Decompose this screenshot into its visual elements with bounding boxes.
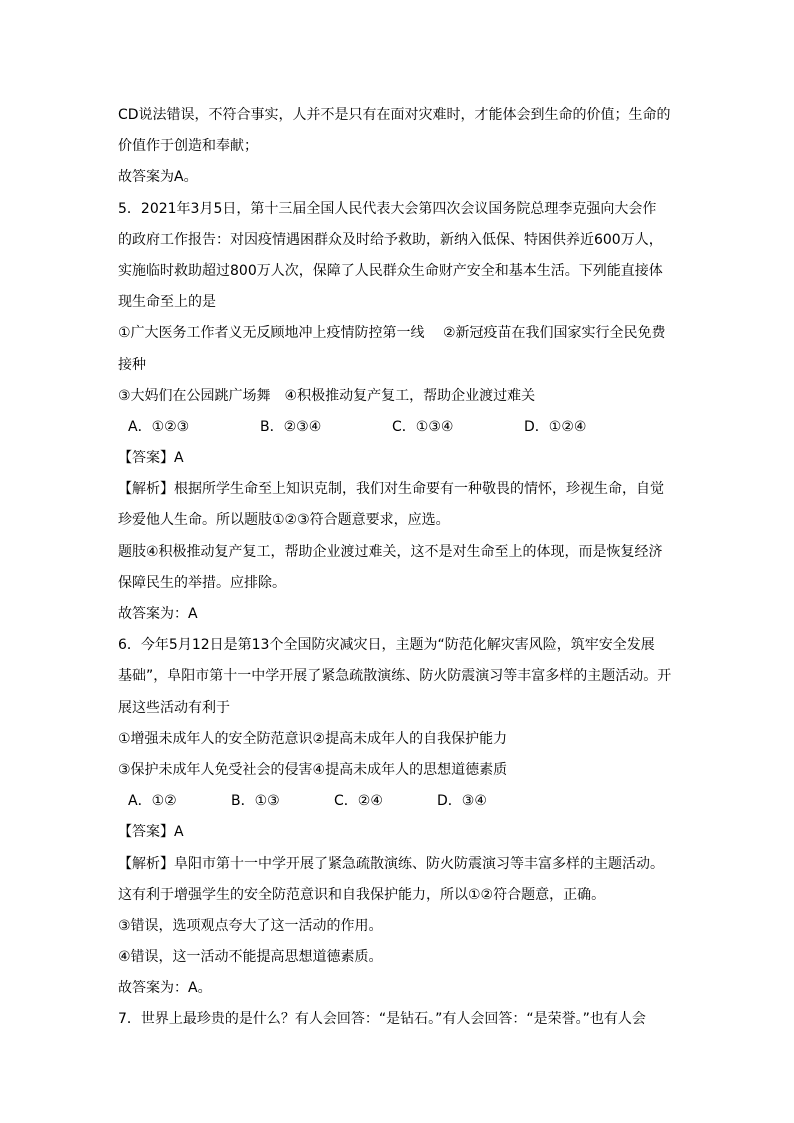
option-a: A．①②③ — [128, 418, 190, 435]
option-c: C．②④ — [334, 793, 383, 810]
analysis-line: 【解析】根据所学生命至上知识克制，我们对生命要有一种敬畏的情怀，珍视生命，自觉 — [118, 481, 664, 498]
option-d: D．①②④ — [524, 418, 587, 435]
analysis-line: 题肢④积极推动复产复工，帮助企业渡过难关，这不是对生命至上的体现，而是恢复经济 — [118, 543, 663, 560]
statement-line: 接种 — [118, 356, 146, 373]
statement-line: ③保护未成年人免受社会的侵害④提高未成年人的思想道德素质 — [118, 761, 508, 778]
document-content — [118, 100, 678, 1036]
question-stem-line: 展这些活动有利于 — [118, 699, 230, 716]
question-7 — [118, 1004, 678, 1035]
options-row — [118, 412, 678, 443]
analysis-line: 保障民生的举措。应排除。 — [118, 574, 286, 591]
option-b: B．②③④ — [260, 418, 322, 435]
question-stem-line: 5．2021年3月5日，第十三届全国人民代表大会第四次会议国务院总理李克强向大会作 — [118, 200, 657, 217]
option-a: A．①② — [128, 793, 177, 810]
analysis-line: ④错误，这一活动不能提高思想道德素质。 — [118, 949, 383, 966]
question-stem-line: 7．世界上最珍贵的是什么？有人会回答：“是钻石。”有人会回答：“是荣誉。”也有人会 — [118, 1011, 646, 1028]
question-6 — [118, 630, 678, 1004]
option-c: C．①③④ — [392, 418, 454, 435]
statement-line: ③大妈们在公园跳广场舞 ④积极推动复产复工，帮助企业渡过难关 — [118, 387, 536, 404]
answer-conclusion: 故答案为：A — [118, 606, 198, 622]
statement-line: ①广大医务工作者义无反顾地冲上疫情防控第一线 ②新冠疫苗在我们国家实行全民免费 — [118, 325, 666, 342]
question-stem-line: 6．今年5月12日是第13个全国防灾减灾日，主题为“防范化解灾害风险，筑牢安全发展 — [118, 637, 655, 654]
text-line: 价值作于创造和奉献； — [118, 138, 258, 155]
text-line: CD说法错误，不符合事实，人并不是只有在面对灾难时，才能体会到生命的价值；生命的 — [118, 107, 671, 123]
question-5 — [118, 194, 678, 631]
question-stem-line: 基础”，阜阳市第十一中学开展了紧急疏散演练、防火防震演习等丰富多样的主题活动。开 — [118, 668, 672, 685]
answer-conclusion: 故答案为A。 — [118, 169, 198, 186]
statement-line: ①增强未成年人的安全防范意识②提高未成年人的自我保护能力 — [118, 730, 508, 747]
analysis-line: ③错误，选项观点夸大了这一活动的作用。 — [118, 917, 383, 934]
option-b: B．①③ — [231, 793, 280, 810]
option-d: D．③④ — [437, 793, 487, 810]
answer-label: 【答案】A — [118, 824, 184, 841]
answer-label: 【答案】A — [118, 450, 184, 467]
analysis-line: 珍爱他人生命。所以题肢①②③符合题意要求，应选。 — [118, 512, 450, 529]
question-stem-line: 实施临时救助超过800万人次，保障了人民群众生命财产安全和基本生活。下列能直接体 — [118, 262, 663, 279]
answer-conclusion: 故答案为：A。 — [118, 980, 212, 997]
options-row — [118, 786, 678, 817]
analysis-line: 这有利于增强学生的安全防范意识和自我保护能力，所以①②符合题意，正确。 — [118, 886, 606, 903]
analysis-line: 【解析】阜阳市第十一中学开展了紧急疏散演练、防火防震演习等丰富多样的主题活动。 — [118, 855, 664, 872]
question-stem-line: 现生命至上的是 — [118, 294, 216, 311]
question-stem-line: 的政府工作报告：对因疫情遇困群众及时给予救助，新纳入低保、特困供养近600万人， — [118, 231, 663, 248]
